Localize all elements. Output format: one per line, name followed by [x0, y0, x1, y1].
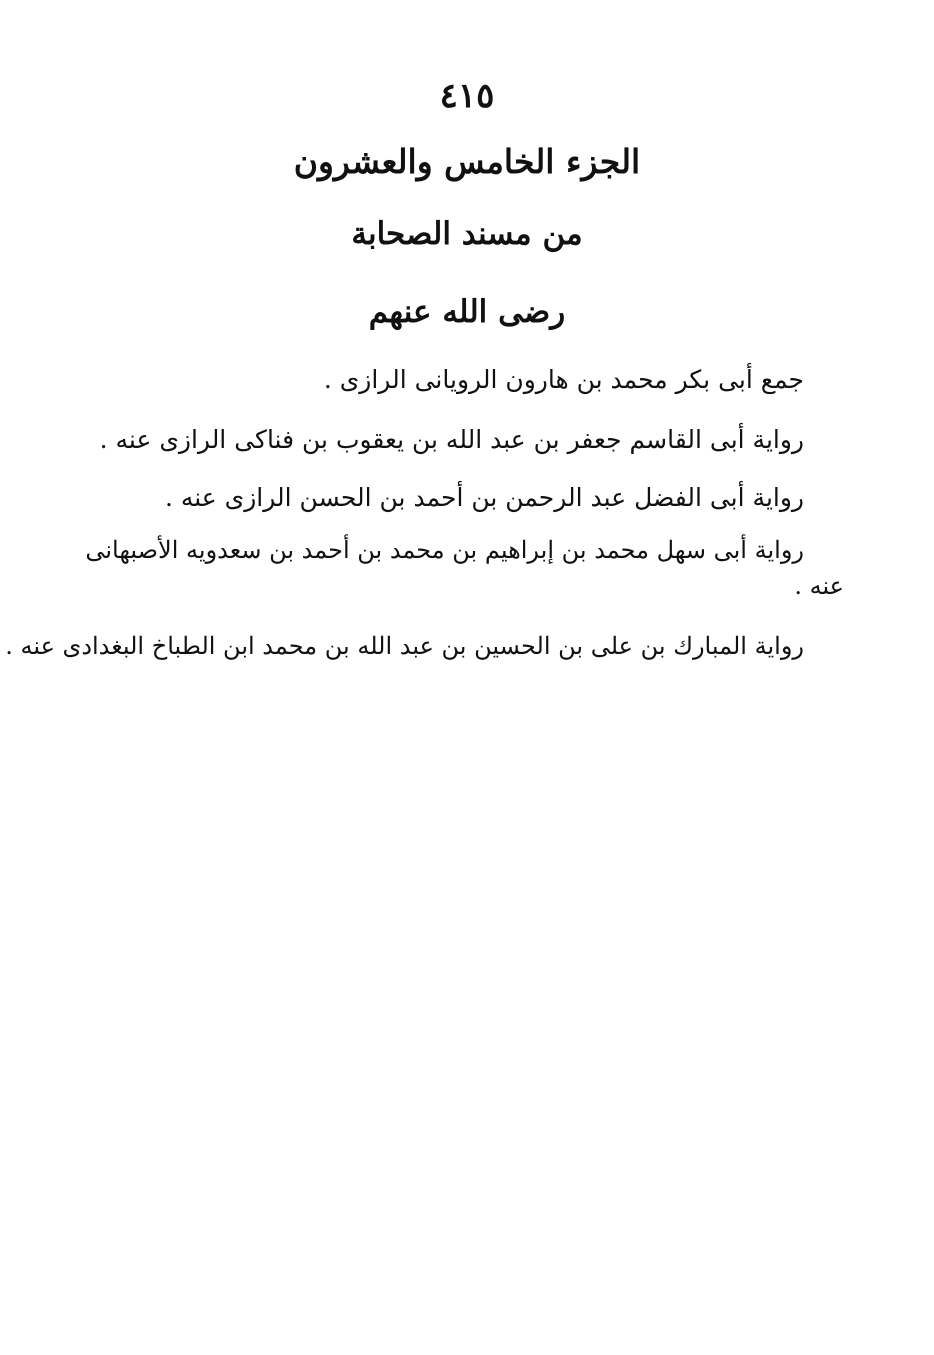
part-blessing: رضى الله عنهم [368, 294, 566, 330]
page-number: ٤١٥ [439, 76, 495, 116]
text-line-narration-4: رواية المبارك بن على بن الحسين بن عبد الله بن محمد ابن الطباخ البغدادى عنه . [5, 632, 804, 660]
text-line-narration-3: رواية أبى سهل محمد بن إبراهيم بن محمد بن أحمد بن سعدويه الأصبهانى [85, 536, 804, 564]
text-line-compiler: جمع أبى بكر محمد بن هارون الرويانى الرازى . [323, 365, 804, 394]
part-title: الجزء الخامس والعشرون [293, 142, 641, 181]
part-subtitle: من مسند الصحابة [351, 216, 583, 252]
text-line-narration-1: رواية أبى القاسم جعفر بن عبد الله بن يعقوب بن فناكى الرازى عنه . [99, 425, 804, 454]
text-line-narration-3-continued: عنه . [794, 572, 844, 600]
text-line-narration-2: رواية أبى الفضل عبد الرحمن بن أحمد بن الحسن الرازى عنه . [164, 483, 804, 512]
